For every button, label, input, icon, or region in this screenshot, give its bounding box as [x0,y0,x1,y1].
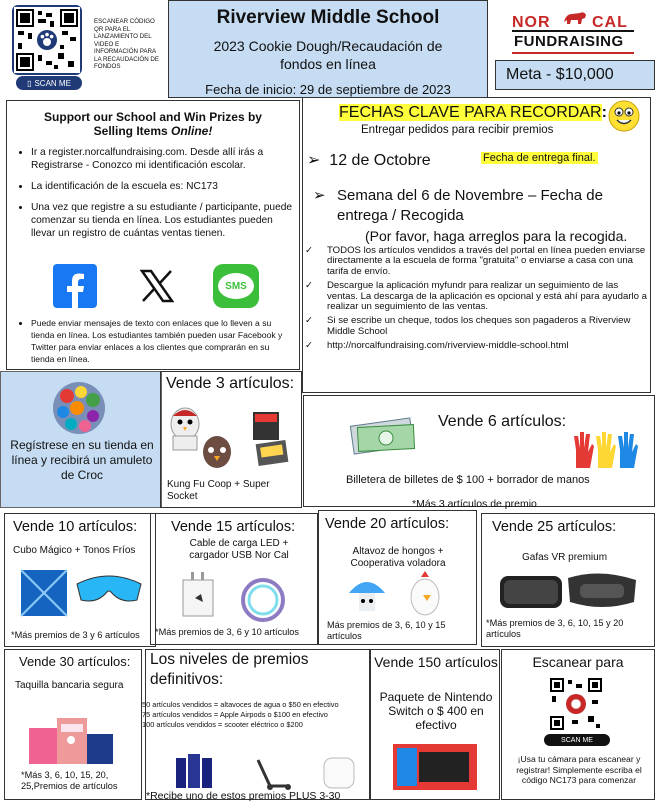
tier-caption: Cubo Mágico + Tonos Fríos [13,545,136,556]
support-panel [6,100,300,370]
sms-icon[interactable] [213,264,259,308]
check-icon: ✓ [305,340,314,352]
fundraiser-subtitle: 2023 Cookie Dough/Recaudación de fondos en línea [213,38,443,72]
list-item: • La identificación de la escuela es: NC173 [31,180,299,193]
croc-charms-image [51,380,107,436]
goal-badge: Meta - $10,000 [495,60,655,90]
tier-note: *Más premios de 3 y 6 artículos [11,630,140,640]
support-steps [7,146,299,239]
list-item: ✓ TODOS los artículos vendidos a través del portal en línea pueden enviarse directamente a la escuela de forma "gratuita" o enviarse a casa con una tarifa de envío. [305,245,646,277]
tier-3-panel [160,371,302,508]
tier-heading: Vende 30 artículos: [19,654,131,669]
list-item: ✓ Si se escribe un cheque, todos los cheques son pagaderos a Riverview Middle School [305,315,631,337]
list-item [305,341,650,351]
facebook-icon[interactable] [53,264,97,308]
logo-nor: NOR [512,14,551,31]
list-item: • Una vez que registre a su estudiante / participante, puede comenzar su tienda en línea. Los estudiantes pueden llevar un registro de cuántas ventas tienen. [31,201,299,227]
scan-register-panel [501,649,655,800]
tier-10-panel [4,513,156,647]
croc-charm-text: Regístrese en su tienda en línea y recibirá un amuleto de Croc [10,438,154,482]
school-title: Riverview Middle School [216,7,440,28]
header-banner [168,0,488,98]
scan-me-button[interactable]: ▯ SCAN ME [16,76,82,90]
info-checklist [305,246,650,356]
qr-code-launch[interactable] [12,5,82,75]
register-qr-code[interactable] [548,676,604,732]
key-dates-subtitle: Entregar pedidos para recibir premios [361,124,554,136]
tier-150-panel [370,649,500,800]
tier-heading: Vende 150 artículos [374,654,498,670]
list-item: 75 artículos vendidos = Apple Airpods o $100 en efectivo [142,710,328,719]
list-item: 100 artículos vendidos = scooter eléctrico o $200 [142,720,303,729]
smiley-icon [607,99,641,133]
tier-caption: Paquete de Nintendo Switch o $ 400 en efectivo [379,690,493,732]
support-steps-extra [7,317,299,373]
start-date: Fecha de inicio: 29 de septiembre de 2023 [205,82,451,97]
list-item: • Ir a register.norcalfundraising.com. Desde allí irás a Registrarse - Conozco mi identificación escolar. [31,146,299,172]
pickup-note: (Por favor, haga arreglos para la recogida. [365,228,628,244]
bear-icon [562,6,588,28]
tier-20-panel [318,510,477,645]
arrow-icon: ➢ [307,152,321,169]
prize-levels-panel [142,649,370,802]
logo-underline [512,52,634,54]
tier-heading: Vende 6 artículos: [438,413,567,430]
check-icon: ✓ [305,280,314,292]
support-heading: Support our School and Win Prizes by Selling Items Online! [44,110,262,138]
croc-charm-panel [0,371,162,508]
tier-25-panel [481,513,655,647]
x-twitter-icon[interactable] [139,268,175,304]
key-dates-panel [302,97,651,393]
sms-label: SMS [218,273,254,299]
qr-code-icon [14,7,80,73]
speaker-chicken-image [345,571,455,619]
safe-locker-image [25,708,125,768]
check-icon: ✓ [305,315,314,327]
tier-caption: Billetera de billetes de $ 100 + borrador de manos [346,474,590,486]
tier-caption: Altavoz de hongos + Cooperativa voladora [350,546,446,569]
tier-note: Más premios de 3, 6, 10 y 15 artículos [327,620,446,641]
vr-goggles-image [496,566,644,616]
tier-caption: Kung Fu Coop + Super Socket [167,479,270,502]
list-item: • Puede enviar mensajes de texto con enlaces que lo lleven a su tienda en línea. Los estudiantes también pueden usar Facebook y Twitter para enviar enlaces a los clientes que comprarán en su tienda en línea. [31,317,293,365]
money-wallet-image [348,412,420,456]
tier-30-panel [4,649,142,800]
logo-cal: CAL [592,14,628,31]
levels-heading: Los niveles de premios definitivos: [150,651,309,688]
scan-me-button[interactable]: SCAN ME [544,734,610,746]
charger-cable-image [179,572,299,628]
tier-caption: Gafas VR premium [522,552,608,563]
phone-icon: ▯ [27,78,32,88]
hand-erasers-image [572,428,644,470]
levels-list [142,700,368,730]
qr-instructions: ESCANEAR CÓDIGO QR PARA EL LANZAMIENTO DEL VIDEO E INFORMACIÓN PARA LA RECAUDACIÓN DE FONDOS [94,18,159,70]
tier-note: *Más 3 artículos de premio [412,498,537,510]
tier-heading: Vende 25 artículos: [492,519,617,535]
tier-heading: Vende 10 artículos: [13,519,138,535]
logo-divider [512,30,634,32]
delivery-date: ➢ Semana del 6 de Novembre – Fecha de entrega / Recogida [313,187,603,224]
scan-instructions: ¡Usa tu cámara para escanear y registrar! Simplemente escriba el código NC173 para comenzar [516,754,642,785]
tier-heading: Vende 20 artículos: [325,516,450,532]
scan-heading: Escanear para [532,654,624,670]
tier-note: *Más 3, 6, 10, 15, 20, 25,Premios de artículos [21,770,118,791]
speakers-scooter-airpods-image [174,750,374,792]
tier-heading: Vende 15 artículos: [171,519,296,535]
logo-fundraising: FUNDRAISING [514,33,624,50]
tier-6-panel [303,395,655,510]
tier-heading: Vende 3 artículos: [166,375,295,392]
tier-note: *Más premios de 3, 6 y 10 artículos [155,627,300,637]
cube-sunglasses-image [17,564,145,624]
store-link[interactable]: http://norcalfundraising.com/riverview-middle-school.html [327,340,569,352]
check-icon: ✓ [305,245,314,256]
list-item: ✓ Descargue la aplicación myfundr para realizar un seguimiento de las ventas. La descarga de la aplicación es opcional y está ahí para ayudarlo a realizar un seguimiento de las ventas. [305,280,647,313]
nintendo-switch-image [391,742,479,792]
tier-note: *Más premios de 3, 6, 10, 15 y 20 artículos [486,618,624,639]
kung-fu-coop-socket-image [165,398,299,476]
levels-footer: *Recibe uno de estos premios PLUS 3-30 [146,790,341,802]
tier-caption: Cable de carga LED + cargador USB Nor Cal [189,538,289,561]
list-item: 50 artículos vendidos = altavoces de agua o $50 en efectivo [142,700,339,709]
tier-15-panel [150,513,318,645]
tier-caption: Taquilla bancaria segura [15,680,124,691]
social-icons [53,262,263,310]
key-dates-title: FECHAS CLAVE PARA RECORDAR: [339,104,607,121]
norcal-fundraising-logo [512,6,634,54]
arrow-icon: ➢ [313,187,326,204]
deadline-date: ➢ 12 de Octobre [307,152,431,169]
deadline-note: Fecha de entrega final. [483,152,596,164]
